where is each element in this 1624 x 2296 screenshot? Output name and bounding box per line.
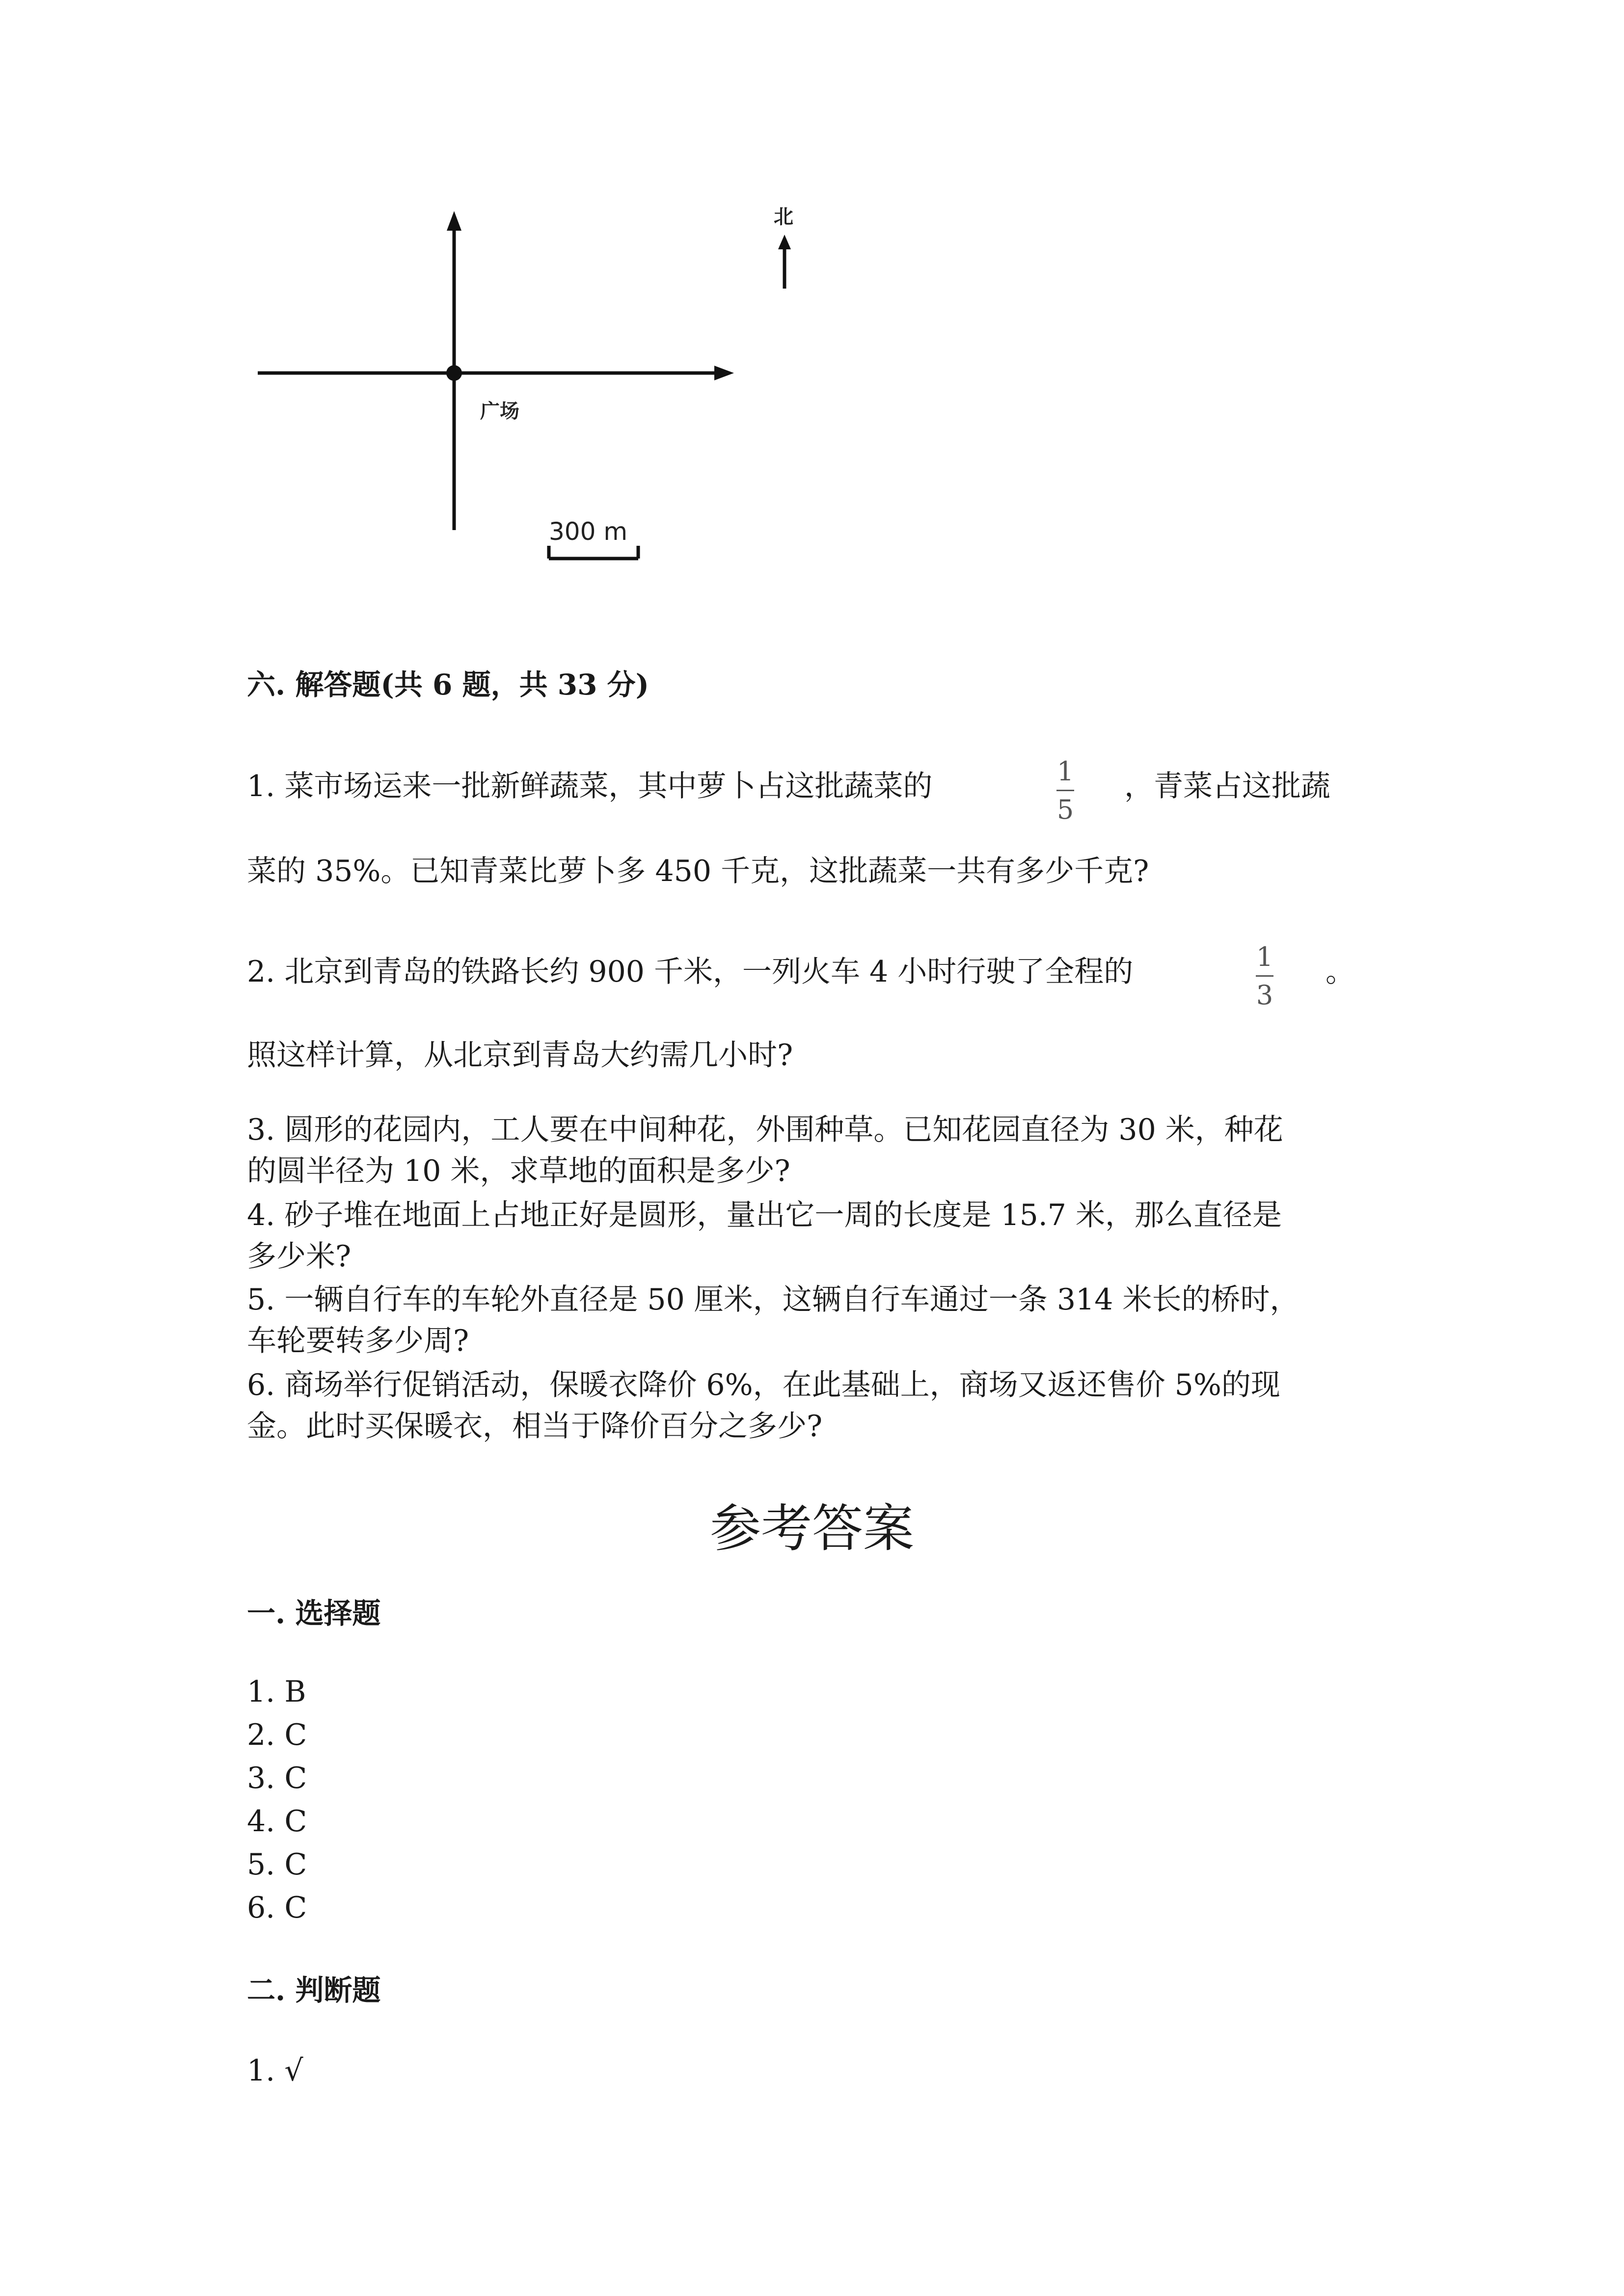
question-1-line-1b: ，青菜占这批蔬 xyxy=(1124,769,1330,803)
question-2-line-2: 照这样计算，从北京到青岛大约需几小时? xyxy=(247,1038,793,1072)
question-2-line-1b: 。 xyxy=(1326,955,1355,989)
question-6-line-2: 金。此时买保暖衣，相当于降价百分之多少? xyxy=(247,1409,823,1443)
question-3-line-1: 3. 圆形的花园内，工人要在中间种花，外围种草。已知花园直径为 30 米，种花 xyxy=(247,1113,1283,1147)
answers-section-1-heading: 一. 选择题 xyxy=(247,1597,381,1630)
answer-item: 6. C xyxy=(247,1891,307,1925)
fraction-denominator: 5 xyxy=(1056,794,1074,825)
question-1-line-1a: 1. 菜市场运来一批新鲜蔬菜，其中萝卜占这批蔬菜的 xyxy=(247,769,933,803)
answer-item: 3. C xyxy=(247,1761,307,1795)
section-heading: 六. 解答题(共 6 题，共 33 分) xyxy=(247,668,650,701)
fraction-numerator: 1 xyxy=(1056,756,1074,787)
answer-item: 2. C xyxy=(247,1718,307,1752)
answer-item: 1. √ xyxy=(247,2054,303,2088)
plaza-label: 广场 xyxy=(480,400,519,423)
map-diagram xyxy=(0,0,1624,589)
north-label: 北 xyxy=(774,206,793,228)
answer-item: 1. B xyxy=(247,1675,306,1709)
question-6-line-1: 6. 商场举行促销活动，保暖衣降价 6%，在此基础上，商场又返还售价 5%的现 xyxy=(247,1368,1280,1402)
question-3-line-2: 的圆半径为 10 米，求草地的面积是多少? xyxy=(247,1154,790,1188)
question-2-line-1a: 2. 北京到青岛的铁路长约 900 千米，一列火车 4 小时行驶了全程的 xyxy=(247,955,1134,989)
fraction-bar xyxy=(1256,975,1273,977)
scale-label: 300 m xyxy=(549,517,628,546)
question-1-line-2: 菜的 35%。已知青菜比萝卜多 450 千克，这批蔬菜一共有多少千克? xyxy=(247,854,1149,888)
answer-item: 5. C xyxy=(247,1847,307,1882)
answer-item: 4. C xyxy=(247,1804,307,1839)
vertical-arrowhead xyxy=(447,211,461,231)
plaza-point xyxy=(446,365,462,381)
fraction-denominator: 3 xyxy=(1256,980,1273,1011)
answers-title: 参考答案 xyxy=(709,1498,914,1558)
fraction-bar xyxy=(1056,790,1074,791)
question-4-line-2: 多少米? xyxy=(247,1239,352,1274)
question-5-line-2: 车轮要转多少周? xyxy=(247,1324,469,1358)
fraction-numerator: 1 xyxy=(1256,941,1273,972)
fraction-one-fifth xyxy=(1051,756,1080,825)
question-5-line-1: 5. 一辆自行车的车轮外直径是 50 厘米，这辆自行车通过一条 314 米长的桥时， xyxy=(247,1282,1299,1317)
question-4-line-1: 4. 砂子堆在地面上占地正好是圆形，量出它一周的长度是 15.7 米，那么直径是 xyxy=(247,1198,1282,1232)
horizontal-arrowhead xyxy=(714,366,734,380)
answers-section-2-heading: 二. 判断题 xyxy=(247,1974,381,2007)
north-arrowhead xyxy=(778,235,791,249)
fraction-one-third xyxy=(1250,941,1279,1011)
